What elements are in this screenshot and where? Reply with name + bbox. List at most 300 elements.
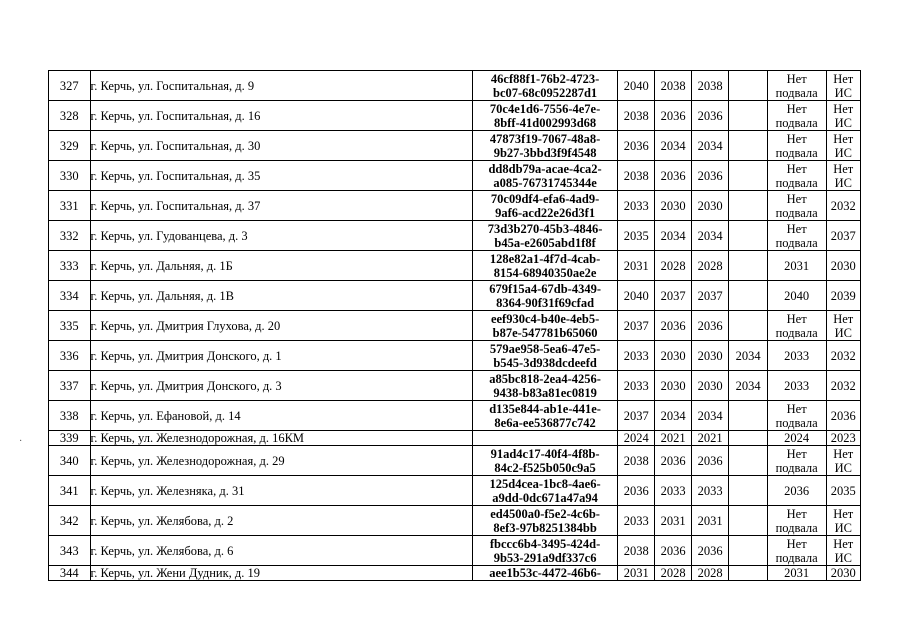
table-row <box>49 131 861 161</box>
year-cell-4 <box>729 131 767 161</box>
guid-cell-text: b87e-547781b65060 <box>492 325 598 340</box>
guid-cell-text: dd8db79a-acae-4ca2- <box>488 161 602 176</box>
guid-cell-text: ed4500a0-f5e2-4c6b- <box>490 506 600 521</box>
guid-cell <box>473 401 618 431</box>
year-cell-1-text: 2033 <box>623 513 649 528</box>
year-cell-2-text: 2033 <box>660 483 686 498</box>
year-cell-1 <box>617 341 654 371</box>
year-cell-2-text: 2038 <box>660 78 686 93</box>
year-cell-1 <box>617 536 654 566</box>
basement-cell <box>767 281 826 311</box>
year-cell-1 <box>617 506 654 536</box>
row-number-cell-text: 343 <box>59 543 79 558</box>
basement-cell <box>767 371 826 401</box>
table-row <box>49 446 861 476</box>
is-cell-text: 2039 <box>830 288 856 303</box>
year-cell-3 <box>691 251 728 281</box>
year-cell-1 <box>617 131 654 161</box>
year-cell-2-text: 2034 <box>660 228 686 243</box>
guid-cell-text: 47873f19-7067-48a8- <box>489 131 601 146</box>
is-cell-text: 2023 <box>830 431 856 445</box>
row-number-cell <box>49 161 91 191</box>
address-cell-text: г. Керчь, ул. Железнодорожная, д. 29 <box>90 453 285 468</box>
year-cell-4 <box>729 311 767 341</box>
is-cell-text: 2032 <box>830 378 856 393</box>
year-cell-4 <box>729 506 767 536</box>
guid-cell <box>473 371 618 401</box>
year-cell-1 <box>617 101 654 131</box>
year-cell-1 <box>617 401 654 431</box>
is-cell-text: 2032 <box>830 198 856 213</box>
address-cell-text: г. Керчь, ул. Желябова, д. 2 <box>90 513 234 528</box>
address-cell <box>90 371 473 401</box>
is-cell <box>826 221 860 251</box>
margin-mark: · <box>19 436 23 447</box>
row-number-cell <box>49 431 91 446</box>
is-cell <box>826 101 860 131</box>
year-cell-4 <box>729 341 767 371</box>
year-cell-3 <box>691 536 728 566</box>
address-cell <box>90 281 473 311</box>
basement-cell-text: Нет <box>786 311 807 326</box>
basement-cell <box>767 401 826 431</box>
row-number-cell <box>49 71 91 101</box>
year-cell-3-text: 2036 <box>697 108 723 123</box>
basement-cell-text: Нет <box>786 131 807 146</box>
row-number-cell-text: 331 <box>59 198 79 213</box>
year-cell-4 <box>729 566 767 581</box>
row-number-cell <box>49 476 91 506</box>
year-cell-2-text: 2036 <box>660 543 686 558</box>
guid-cell-text: 9af6-acd22e26d3f1 <box>495 205 596 220</box>
year-cell-2-text: 2037 <box>660 288 686 303</box>
address-cell-text: г. Керчь, ул. Госпитальная, д. 37 <box>90 198 261 213</box>
address-cell-text: г. Керчь, ул. Железнодорожная, д. 16КМ <box>90 431 305 445</box>
guid-cell <box>473 281 618 311</box>
basement-cell-text: Нет <box>786 161 807 176</box>
guid-cell-text: 125d4cea-1bc8-4ae6- <box>489 476 601 491</box>
address-cell-text: г. Керчь, ул. Жени Дудник, д. 19 <box>90 566 261 580</box>
year-cell-3 <box>691 431 728 446</box>
guid-cell-text: 679f15a4-67db-4349- <box>489 281 601 296</box>
is-cell <box>826 446 860 476</box>
year-cell-3-text: 2036 <box>697 543 723 558</box>
year-cell-1-text: 2038 <box>623 543 649 558</box>
is-cell-text: ИС <box>834 460 852 475</box>
guid-cell-text: 84c2-f525b050c9a5 <box>494 460 596 475</box>
year-cell-3-text: 2030 <box>697 198 723 213</box>
guid-cell <box>473 476 618 506</box>
is-cell <box>826 341 860 371</box>
guid-cell <box>473 446 618 476</box>
address-cell-text: г. Керчь, ул. Госпитальная, д. 35 <box>90 168 261 183</box>
year-cell-2 <box>655 161 691 191</box>
guid-cell-text: 91ad4c17-40f4-4f8b- <box>490 446 600 461</box>
year-cell-4 <box>729 221 767 251</box>
address-cell <box>90 341 473 371</box>
basement-cell-text: подвала <box>775 520 818 535</box>
year-cell-3 <box>691 161 728 191</box>
year-cell-3-text: 2036 <box>697 168 723 183</box>
is-cell <box>826 536 860 566</box>
address-cell <box>90 251 473 281</box>
guid-cell <box>473 506 618 536</box>
basement-cell-text: 2033 <box>784 378 810 393</box>
year-cell-1-text: 2038 <box>623 108 649 123</box>
address-cell <box>90 221 473 251</box>
address-cell <box>90 566 473 581</box>
year-cell-2-text: 2028 <box>660 566 686 580</box>
basement-cell-text: 2024 <box>784 431 810 445</box>
year-cell-3 <box>691 131 728 161</box>
year-cell-3 <box>691 476 728 506</box>
year-cell-3 <box>691 101 728 131</box>
is-cell <box>826 281 860 311</box>
guid-cell <box>473 341 618 371</box>
address-cell <box>90 476 473 506</box>
table-row <box>49 371 861 401</box>
is-cell-text: 2032 <box>830 348 856 363</box>
year-cell-3 <box>691 281 728 311</box>
basement-cell-text: 2031 <box>784 566 810 580</box>
address-cell-text: г. Керчь, ул. Гудованцева, д. 3 <box>90 228 248 243</box>
year-cell-1 <box>617 71 654 101</box>
year-cell-2 <box>655 536 691 566</box>
is-cell <box>826 191 860 221</box>
year-cell-3-text: 2036 <box>697 453 723 468</box>
address-cell-text: г. Керчь, ул. Дальняя, д. 1Б <box>90 258 233 273</box>
row-number-cell <box>49 536 91 566</box>
is-cell-text: Нет <box>833 71 854 86</box>
basement-cell <box>767 101 826 131</box>
guid-cell <box>473 251 618 281</box>
address-cell <box>90 446 473 476</box>
basement-cell <box>767 311 826 341</box>
basement-cell-text: Нет <box>786 401 807 416</box>
is-cell-text: Нет <box>833 446 854 461</box>
address-cell <box>90 506 473 536</box>
row-number-cell <box>49 221 91 251</box>
basement-cell-text: Нет <box>786 71 807 86</box>
basement-cell <box>767 71 826 101</box>
guid-cell-text: a85bc818-2ea4-4256- <box>489 371 601 386</box>
year-cell-2 <box>655 131 691 161</box>
row-number-cell <box>49 251 91 281</box>
guid-cell-text: 9b53-291a9df337c6 <box>493 550 597 565</box>
address-cell <box>90 161 473 191</box>
year-cell-3 <box>691 446 728 476</box>
year-cell-2-text: 2030 <box>660 378 686 393</box>
is-cell-text: 2030 <box>830 566 856 580</box>
year-cell-1 <box>617 566 654 581</box>
year-cell-1 <box>617 431 654 446</box>
address-cell <box>90 101 473 131</box>
address-cell-text: г. Керчь, ул. Госпитальная, д. 30 <box>90 138 261 153</box>
row-number-cell-text: 336 <box>59 348 79 363</box>
is-cell-text: ИС <box>834 520 852 535</box>
address-cell-text: г. Керчь, ул. Госпитальная, д. 9 <box>90 78 255 93</box>
year-cell-1-text: 2033 <box>623 378 649 393</box>
year-cell-2-text: 2034 <box>660 408 686 423</box>
table-row <box>49 536 861 566</box>
is-cell-text: 2037 <box>830 228 856 243</box>
address-cell-text: г. Керчь, ул. Дальняя, д. 1В <box>90 288 234 303</box>
row-number-cell <box>49 341 91 371</box>
guid-cell-text: 70c09df4-efa6-4ad9- <box>490 191 600 206</box>
year-cell-2 <box>655 566 691 581</box>
is-cell <box>826 161 860 191</box>
year-cell-4 <box>729 161 767 191</box>
year-cell-2-text: 2036 <box>660 318 686 333</box>
guid-cell <box>473 431 618 446</box>
basement-cell <box>767 536 826 566</box>
is-cell-text: ИС <box>834 115 852 130</box>
year-cell-2-text: 2030 <box>660 348 686 363</box>
year-cell-2-text: 2030 <box>660 198 686 213</box>
year-cell-3-text: 2021 <box>697 431 723 445</box>
year-cell-3-text: 2038 <box>697 78 723 93</box>
is-cell-text: Нет <box>833 536 854 551</box>
guid-cell <box>473 566 618 581</box>
year-cell-1-text: 2035 <box>623 228 649 243</box>
table-row <box>49 161 861 191</box>
year-cell-2-text: 2034 <box>660 138 686 153</box>
year-cell-1-text: 2036 <box>623 138 649 153</box>
is-cell-text: ИС <box>834 550 852 565</box>
is-cell <box>826 371 860 401</box>
table-row <box>49 401 861 431</box>
address-cell-text: г. Керчь, ул. Железняка, д. 31 <box>90 483 245 498</box>
year-cell-3-text: 2034 <box>697 408 723 423</box>
guid-cell-text: 8e6a-ee536877c742 <box>494 415 596 430</box>
year-cell-2 <box>655 446 691 476</box>
guid-cell <box>473 221 618 251</box>
basement-cell <box>767 431 826 446</box>
year-cell-2 <box>655 101 691 131</box>
basement-cell <box>767 476 826 506</box>
row-number-cell-text: 340 <box>59 453 79 468</box>
housing-table <box>48 70 861 581</box>
row-number-cell <box>49 311 91 341</box>
row-number-cell-text: 329 <box>59 138 79 153</box>
row-number-cell-text: 332 <box>59 228 79 243</box>
guid-cell <box>473 71 618 101</box>
guid-cell <box>473 101 618 131</box>
address-cell <box>90 536 473 566</box>
is-cell <box>826 566 860 581</box>
is-cell-text: Нет <box>833 101 854 116</box>
year-cell-4 <box>729 191 767 221</box>
is-cell-text: Нет <box>833 161 854 176</box>
year-cell-1-text: 2040 <box>623 288 649 303</box>
row-number-cell <box>49 401 91 431</box>
year-cell-4-text: 2034 <box>735 378 761 393</box>
basement-cell-text: подвала <box>775 145 818 160</box>
is-cell-text: ИС <box>834 175 852 190</box>
year-cell-4 <box>729 251 767 281</box>
basement-cell-text: подвала <box>775 175 818 190</box>
year-cell-3 <box>691 566 728 581</box>
address-cell <box>90 311 473 341</box>
table-row <box>49 101 861 131</box>
basement-cell-text: Нет <box>786 536 807 551</box>
basement-cell <box>767 341 826 371</box>
guid-cell-text: fbccc6b4-3495-424d- <box>489 536 601 551</box>
is-cell-text: 2036 <box>830 408 856 423</box>
row-number-cell-text: 334 <box>59 288 79 303</box>
row-number-cell <box>49 131 91 161</box>
year-cell-2 <box>655 506 691 536</box>
year-cell-3-text: 2030 <box>697 348 723 363</box>
year-cell-1 <box>617 251 654 281</box>
basement-cell-text: подвала <box>775 550 818 565</box>
basement-cell <box>767 566 826 581</box>
year-cell-3 <box>691 311 728 341</box>
year-cell-3 <box>691 341 728 371</box>
year-cell-3-text: 2037 <box>697 288 723 303</box>
year-cell-1-text: 2033 <box>623 198 649 213</box>
year-cell-4 <box>729 536 767 566</box>
year-cell-3-text: 2034 <box>697 228 723 243</box>
year-cell-2 <box>655 371 691 401</box>
guid-cell-text: 128e82a1-4f7d-4cab- <box>489 251 601 266</box>
is-cell <box>826 431 860 446</box>
address-cell-text: г. Керчь, ул. Госпитальная, д. 16 <box>90 108 261 123</box>
is-cell-text: Нет <box>833 131 854 146</box>
year-cell-1-text: 2037 <box>623 318 649 333</box>
row-number-cell-text: 328 <box>59 108 79 123</box>
year-cell-1-text: 2031 <box>623 566 649 580</box>
is-cell-text: 2035 <box>830 483 856 498</box>
guid-cell-text: a085-76731745344e <box>493 175 597 190</box>
row-number-cell-text: 333 <box>59 258 79 273</box>
table-row <box>49 506 861 536</box>
guid-cell-text: eef930c4-b40e-4eb5- <box>490 311 600 326</box>
row-number-cell-text: 337 <box>59 378 79 393</box>
guid-cell <box>473 311 618 341</box>
row-number-cell-text: 341 <box>59 483 79 498</box>
table-row <box>49 71 861 101</box>
year-cell-2 <box>655 71 691 101</box>
year-cell-2 <box>655 221 691 251</box>
year-cell-1 <box>617 281 654 311</box>
is-cell-text: ИС <box>834 145 852 160</box>
guid-cell <box>473 131 618 161</box>
year-cell-4 <box>729 281 767 311</box>
guid-cell-text: 8364-90f31f69cfad <box>496 295 595 310</box>
row-number-cell <box>49 281 91 311</box>
row-number-cell-text: 342 <box>59 513 79 528</box>
year-cell-1 <box>617 221 654 251</box>
basement-cell-text: Нет <box>786 101 807 116</box>
table-row <box>49 311 861 341</box>
guid-cell-text: 8ef3-97b8251384bb <box>493 520 597 535</box>
year-cell-4 <box>729 101 767 131</box>
guid-cell <box>473 191 618 221</box>
year-cell-2 <box>655 281 691 311</box>
basement-cell-text: Нет <box>786 221 807 236</box>
row-number-cell-text: 344 <box>59 566 79 580</box>
guid-cell-text: 9438-b83a81ec0819 <box>493 385 597 400</box>
guid-cell <box>473 161 618 191</box>
table-row <box>49 476 861 506</box>
table-row <box>49 191 861 221</box>
year-cell-4 <box>729 71 767 101</box>
address-cell-text: г. Керчь, ул. Желябова, д. 6 <box>90 543 234 558</box>
year-cell-2-text: 2036 <box>660 168 686 183</box>
basement-cell-text: 2031 <box>784 258 810 273</box>
address-cell <box>90 131 473 161</box>
year-cell-1-text: 2031 <box>623 258 649 273</box>
year-cell-2-text: 2028 <box>660 258 686 273</box>
is-cell <box>826 251 860 281</box>
row-number-cell-text: 335 <box>59 318 79 333</box>
year-cell-3 <box>691 191 728 221</box>
table-row <box>49 341 861 371</box>
basement-cell <box>767 131 826 161</box>
row-number-cell-text: 330 <box>59 168 79 183</box>
year-cell-4 <box>729 401 767 431</box>
year-cell-1 <box>617 371 654 401</box>
row-number-cell <box>49 566 91 581</box>
address-cell-text: г. Керчь, ул. Ефановой, д. 14 <box>90 408 241 423</box>
table-body <box>49 71 861 581</box>
basement-cell <box>767 191 826 221</box>
basement-cell-text: подвала <box>775 415 818 430</box>
address-cell-text: г. Керчь, ул. Дмитрия Донского, д. 3 <box>90 378 282 393</box>
year-cell-3-text: 2031 <box>697 513 723 528</box>
year-cell-2-text: 2036 <box>660 453 686 468</box>
year-cell-4 <box>729 476 767 506</box>
basement-cell <box>767 446 826 476</box>
guid-cell <box>473 536 618 566</box>
year-cell-3-text: 2030 <box>697 378 723 393</box>
year-cell-3-text: 2034 <box>697 138 723 153</box>
address-cell <box>90 401 473 431</box>
is-cell-text: Нет <box>833 311 854 326</box>
guid-cell-text: d135e844-ab1e-441e- <box>489 401 601 416</box>
year-cell-2 <box>655 431 691 446</box>
year-cell-3 <box>691 506 728 536</box>
year-cell-3-text: 2033 <box>697 483 723 498</box>
table-row <box>49 281 861 311</box>
row-number-cell <box>49 101 91 131</box>
basement-cell <box>767 161 826 191</box>
is-cell <box>826 71 860 101</box>
year-cell-2 <box>655 401 691 431</box>
row-number-cell-text: 339 <box>59 431 79 445</box>
year-cell-3 <box>691 371 728 401</box>
row-number-cell-text: 327 <box>59 78 79 93</box>
basement-cell-text: подвала <box>775 115 818 130</box>
basement-cell-text: Нет <box>786 506 807 521</box>
basement-cell <box>767 221 826 251</box>
year-cell-2 <box>655 476 691 506</box>
year-cell-2-text: 2031 <box>660 513 686 528</box>
year-cell-1-text: 2038 <box>623 453 649 468</box>
basement-cell-text: Нет <box>786 446 807 461</box>
is-cell <box>826 506 860 536</box>
year-cell-3-text: 2028 <box>697 566 723 580</box>
address-cell-text: г. Керчь, ул. Дмитрия Глухова, д. 20 <box>90 318 281 333</box>
is-cell-text: 2030 <box>830 258 856 273</box>
year-cell-1-text: 2038 <box>623 168 649 183</box>
basement-cell-text: 2033 <box>784 348 810 363</box>
guid-cell-text: 579ae958-5ea6-47e5- <box>489 341 601 356</box>
year-cell-4 <box>729 431 767 446</box>
basement-cell-text: подвала <box>775 235 818 250</box>
table-row <box>49 431 861 446</box>
